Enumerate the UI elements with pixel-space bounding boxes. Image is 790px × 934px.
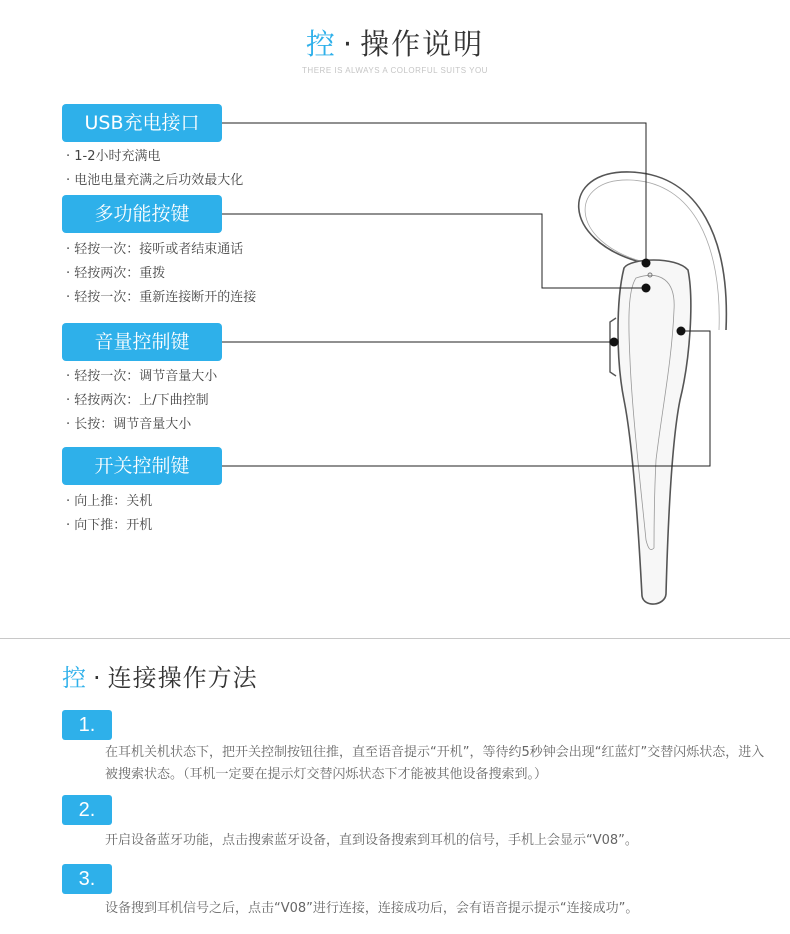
label-volume-key: 音量控制键 [62,323,222,361]
section-title-main: 连接操作方法 [107,664,258,692]
callout-line-multi [222,214,646,288]
bullet-item: · 轻按一次：接听或者结束通话 [66,242,244,257]
bullet-item: · 轻按一次：调节音量大小 [66,369,218,384]
label-usb-charging: USB充电接口 [62,104,222,142]
bullet-item: · 轻按两次：重拨 [66,266,166,281]
bullets-multi-function-key [66,238,256,310]
page-subtitle: THERE IS ALWAYS A COLORFUL SUITS YOU [302,66,488,75]
label-multi-function-key: 多功能按键 [62,195,222,233]
bullet-item: · 长按：调节音量大小 [66,417,192,432]
callout-dot-volume [610,338,619,347]
callout-dot-multi [642,284,651,293]
callout-dot-power [677,327,686,336]
bullet-item: · 电池电量充满之后功效最大化 [66,173,244,188]
title-dot: · [342,27,355,61]
step-text-2: 开启设备蓝牙功能，点击搜索蓝牙设备，直到设备搜索到耳机的信号，手机上会显示“V08”。 [105,833,638,848]
step-text-3: 设备搜到耳机信号之后，点击“V08”进行连接，连接成功后，会有语音提示提示“连接成功”。 [105,901,639,916]
title-main: 操作说明 [360,27,485,61]
bullet-item: · 轻按两次：上/下曲控制 [66,393,209,408]
step-text-1: 在耳机关机状态下，把开关控制按钮往推，直至语音提示“开机”，等待约5秒钟会出现“红蓝灯”交替闪烁状态，进入被搜索状态。（耳机一定要在提示灯交替闪烁状态下才能被其他设备搜索到。） [105,745,765,782]
bullet-item: · 轻按一次：重新连接断开的连接 [66,290,257,305]
bullets-power-switch [66,490,152,538]
step-number-2: 2. [62,795,112,825]
bullets-volume-key [66,365,217,437]
step-number-1: 1. [62,710,112,740]
callout-dot-usb [642,259,651,268]
bullet-item: · 向上推：关机 [66,494,153,509]
title-accent-char: 控 [305,27,337,61]
connection-section-title [62,660,258,696]
section-accent-char: 控 [62,664,87,692]
bullet-item: · 1-2小时充满电 [66,149,161,164]
section-divider [0,638,790,639]
step-number-3: 3. [62,864,112,894]
label-power-switch: 开关控制键 [62,447,222,485]
section-title-dot: · [93,664,102,692]
volume-side-key [610,318,616,376]
bullet-item: · 向下推：开机 [66,518,153,533]
bullets-usb-charging [66,145,243,193]
